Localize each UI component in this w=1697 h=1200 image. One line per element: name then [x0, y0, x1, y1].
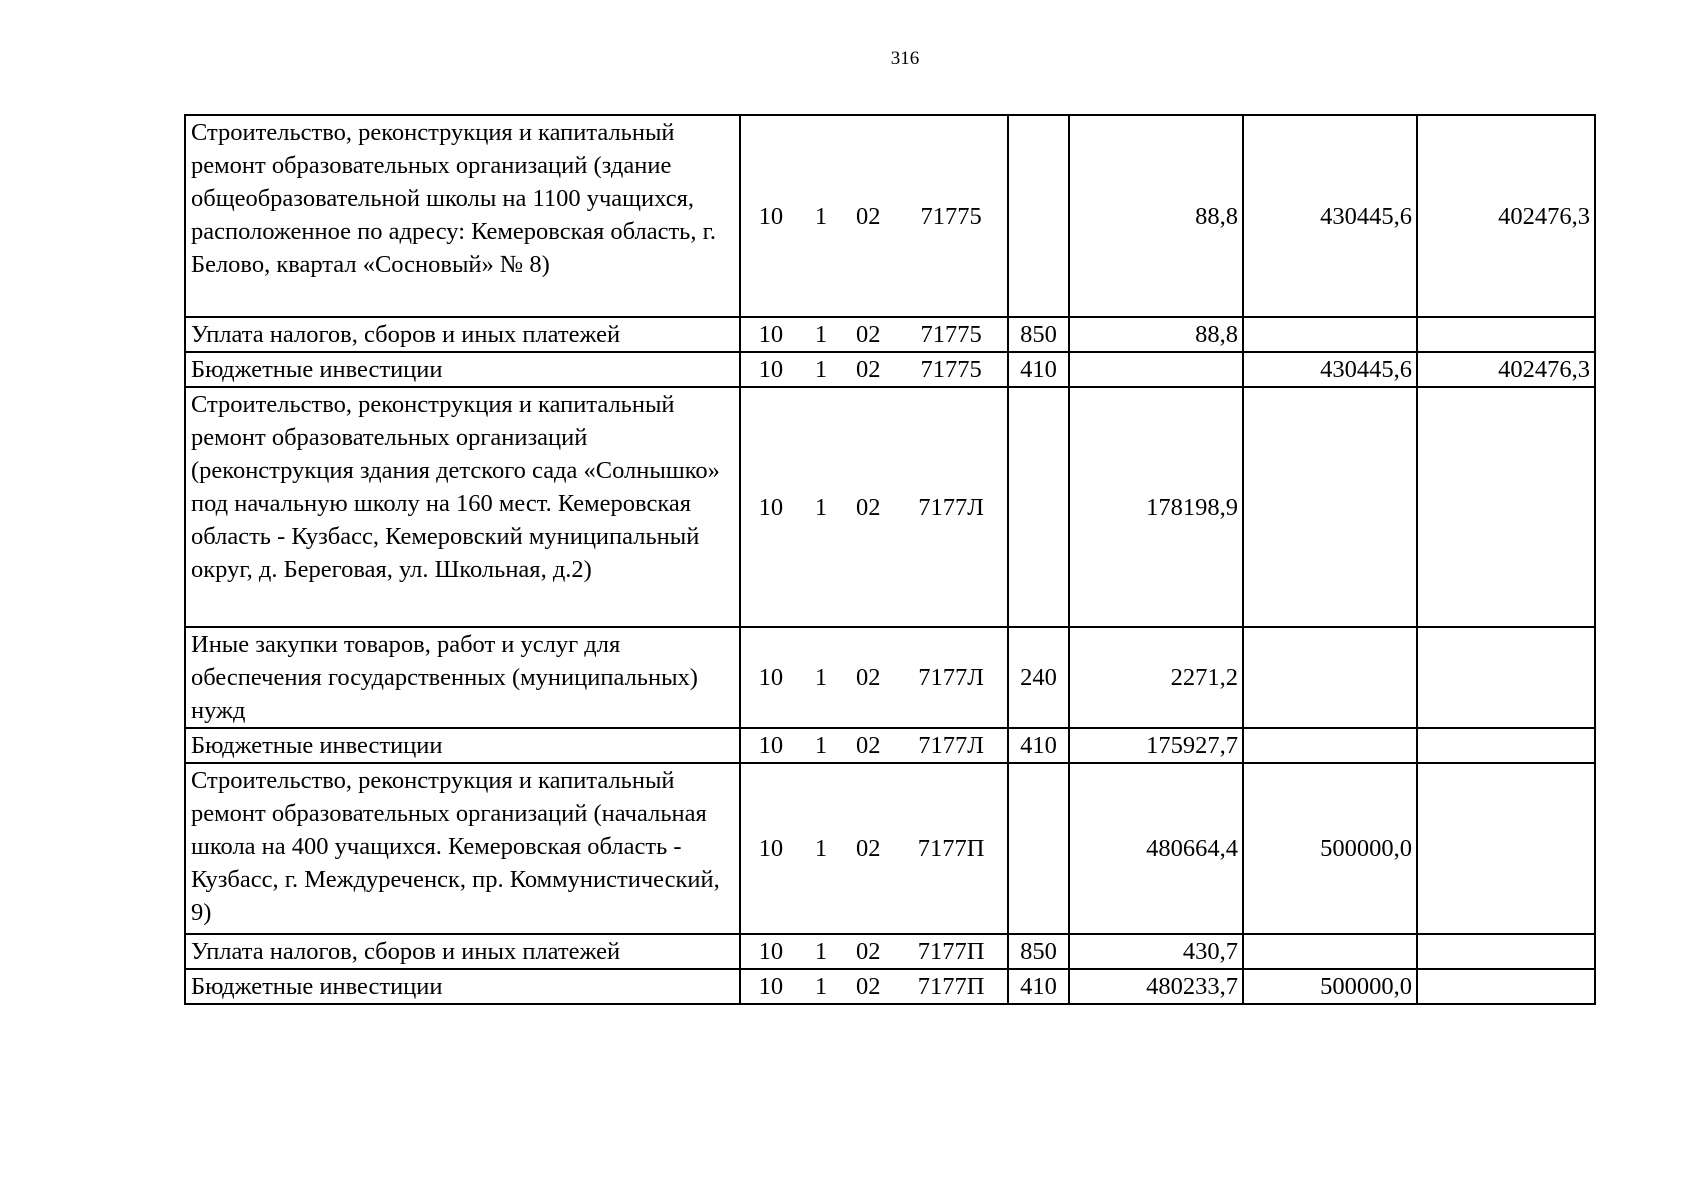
- row-codes: [740, 115, 1008, 317]
- row-name: Уплата налогов, сборов и иных платежей: [185, 934, 740, 969]
- program-code: 1: [814, 664, 828, 691]
- program-code: 1: [814, 202, 828, 230]
- direction-code: 71775: [920, 321, 982, 348]
- direction-code: 7177П: [917, 973, 985, 1000]
- section-code: 10: [758, 321, 784, 348]
- table-row: [185, 969, 1595, 1004]
- section-code: 10: [758, 835, 784, 862]
- amount-year-2: 500000,0: [1243, 969, 1417, 1004]
- amount-year-2: 500000,0: [1243, 763, 1417, 934]
- expense-type-code: 850: [1008, 317, 1069, 352]
- expense-type-code: [1008, 387, 1069, 627]
- table-row: [185, 728, 1595, 763]
- amount-year-1: 88,8: [1069, 115, 1243, 317]
- budget-table: [184, 114, 1596, 1005]
- amount-year-3: 402476,3: [1417, 352, 1595, 387]
- subprogram-code: 02: [855, 493, 881, 521]
- amount-year-1: 480233,7: [1069, 969, 1243, 1004]
- subprogram-code: 02: [855, 356, 881, 383]
- amount-year-1: 2271,2: [1069, 627, 1243, 728]
- table-row: [185, 387, 1595, 627]
- amount-year-3: [1417, 317, 1595, 352]
- section-code: 10: [758, 202, 784, 230]
- direction-code: 71775: [920, 356, 982, 383]
- row-name: Строительство, реконструкция и капитальный ремонт образовательных организаций (реконструкция здания детского сада «Солнышко» под начальную школу на 160 мест. Кемеровская область - Кузбасс, Кемеровский муниципальный округ, д. Береговая, ул. Школьная, д.2): [185, 387, 740, 627]
- page-number: 316: [890, 48, 920, 69]
- subprogram-code: 02: [855, 938, 881, 965]
- row-name: Строительство, реконструкция и капитальный ремонт образовательных организаций (здание общеобразовательной школы на 1100 учащихся, расположенное по адресу: Кемеровская область, г. Белово, квартал «Сосновый» № 8): [185, 115, 740, 317]
- amount-year-3: [1417, 728, 1595, 763]
- amount-year-2: [1243, 317, 1417, 352]
- direction-code: 7177П: [917, 835, 985, 862]
- amount-year-3: [1417, 969, 1595, 1004]
- expense-type-code: 410: [1008, 728, 1069, 763]
- row-name: Уплата налогов, сборов и иных платежей: [185, 317, 740, 352]
- direction-code: 7177Л: [918, 493, 984, 521]
- amount-year-3: [1417, 387, 1595, 627]
- section-code: 10: [758, 938, 784, 965]
- amount-year-2: [1243, 728, 1417, 763]
- subprogram-code: 02: [855, 732, 881, 759]
- section-code: 10: [758, 973, 784, 1000]
- expense-type-code: 850: [1008, 934, 1069, 969]
- expense-type-code: 410: [1008, 352, 1069, 387]
- section-code: 10: [758, 493, 784, 521]
- direction-code: 7177Л: [918, 664, 984, 691]
- amount-year-2: [1243, 387, 1417, 627]
- row-name: Бюджетные инвестиции: [185, 969, 740, 1004]
- program-code: 1: [814, 321, 828, 348]
- amount-year-1: [1069, 352, 1243, 387]
- amount-year-3: [1417, 934, 1595, 969]
- expense-type-code: [1008, 115, 1069, 317]
- subprogram-code: 02: [855, 202, 881, 230]
- row-codes: [740, 352, 1008, 387]
- direction-code: 7177Л: [918, 732, 984, 759]
- expense-type-code: 410: [1008, 969, 1069, 1004]
- row-codes: [740, 627, 1008, 728]
- row-codes: [740, 763, 1008, 934]
- table-row: [185, 352, 1595, 387]
- amount-year-1: 88,8: [1069, 317, 1243, 352]
- program-code: 1: [814, 835, 828, 862]
- row-codes: [740, 969, 1008, 1004]
- amount-year-2: [1243, 627, 1417, 728]
- table-row: [185, 115, 1595, 317]
- amount-year-1: 480664,4: [1069, 763, 1243, 934]
- row-name: Бюджетные инвестиции: [185, 352, 740, 387]
- amount-year-1: 430,7: [1069, 934, 1243, 969]
- program-code: 1: [814, 493, 828, 521]
- amount-year-1: 175927,7: [1069, 728, 1243, 763]
- amount-year-1: 178198,9: [1069, 387, 1243, 627]
- table-row: [185, 627, 1595, 728]
- program-code: 1: [814, 973, 828, 1000]
- row-name: Бюджетные инвестиции: [185, 728, 740, 763]
- amount-year-3: 402476,3: [1417, 115, 1595, 317]
- amount-year-3: [1417, 627, 1595, 728]
- row-name: Строительство, реконструкция и капитальный ремонт образовательных организаций (начальная школа на 400 учащихся. Кемеровская область - Кузбасс, г. Междуреченск, пр. Коммунистический, 9): [185, 763, 740, 934]
- program-code: 1: [814, 732, 828, 759]
- program-code: 1: [814, 938, 828, 965]
- expense-type-code: 240: [1008, 627, 1069, 728]
- amount-year-3: [1417, 763, 1595, 934]
- section-code: 10: [758, 356, 784, 383]
- table-row: [185, 934, 1595, 969]
- table-row: [185, 317, 1595, 352]
- row-codes: [740, 728, 1008, 763]
- direction-code: 71775: [920, 202, 982, 230]
- expense-type-code: [1008, 763, 1069, 934]
- section-code: 10: [758, 732, 784, 759]
- row-name: Иные закупки товаров, работ и услуг для обеспечения государственных (муниципальных) нужд: [185, 627, 740, 728]
- amount-year-2: [1243, 934, 1417, 969]
- amount-year-2: 430445,6: [1243, 115, 1417, 317]
- row-codes: [740, 317, 1008, 352]
- direction-code: 7177П: [917, 938, 985, 965]
- subprogram-code: 02: [855, 321, 881, 348]
- subprogram-code: 02: [855, 973, 881, 1000]
- subprogram-code: 02: [855, 664, 881, 691]
- subprogram-code: 02: [855, 835, 881, 862]
- program-code: 1: [814, 356, 828, 383]
- amount-year-2: 430445,6: [1243, 352, 1417, 387]
- row-codes: [740, 387, 1008, 627]
- section-code: 10: [758, 664, 784, 691]
- table-row: [185, 763, 1595, 934]
- row-codes: [740, 934, 1008, 969]
